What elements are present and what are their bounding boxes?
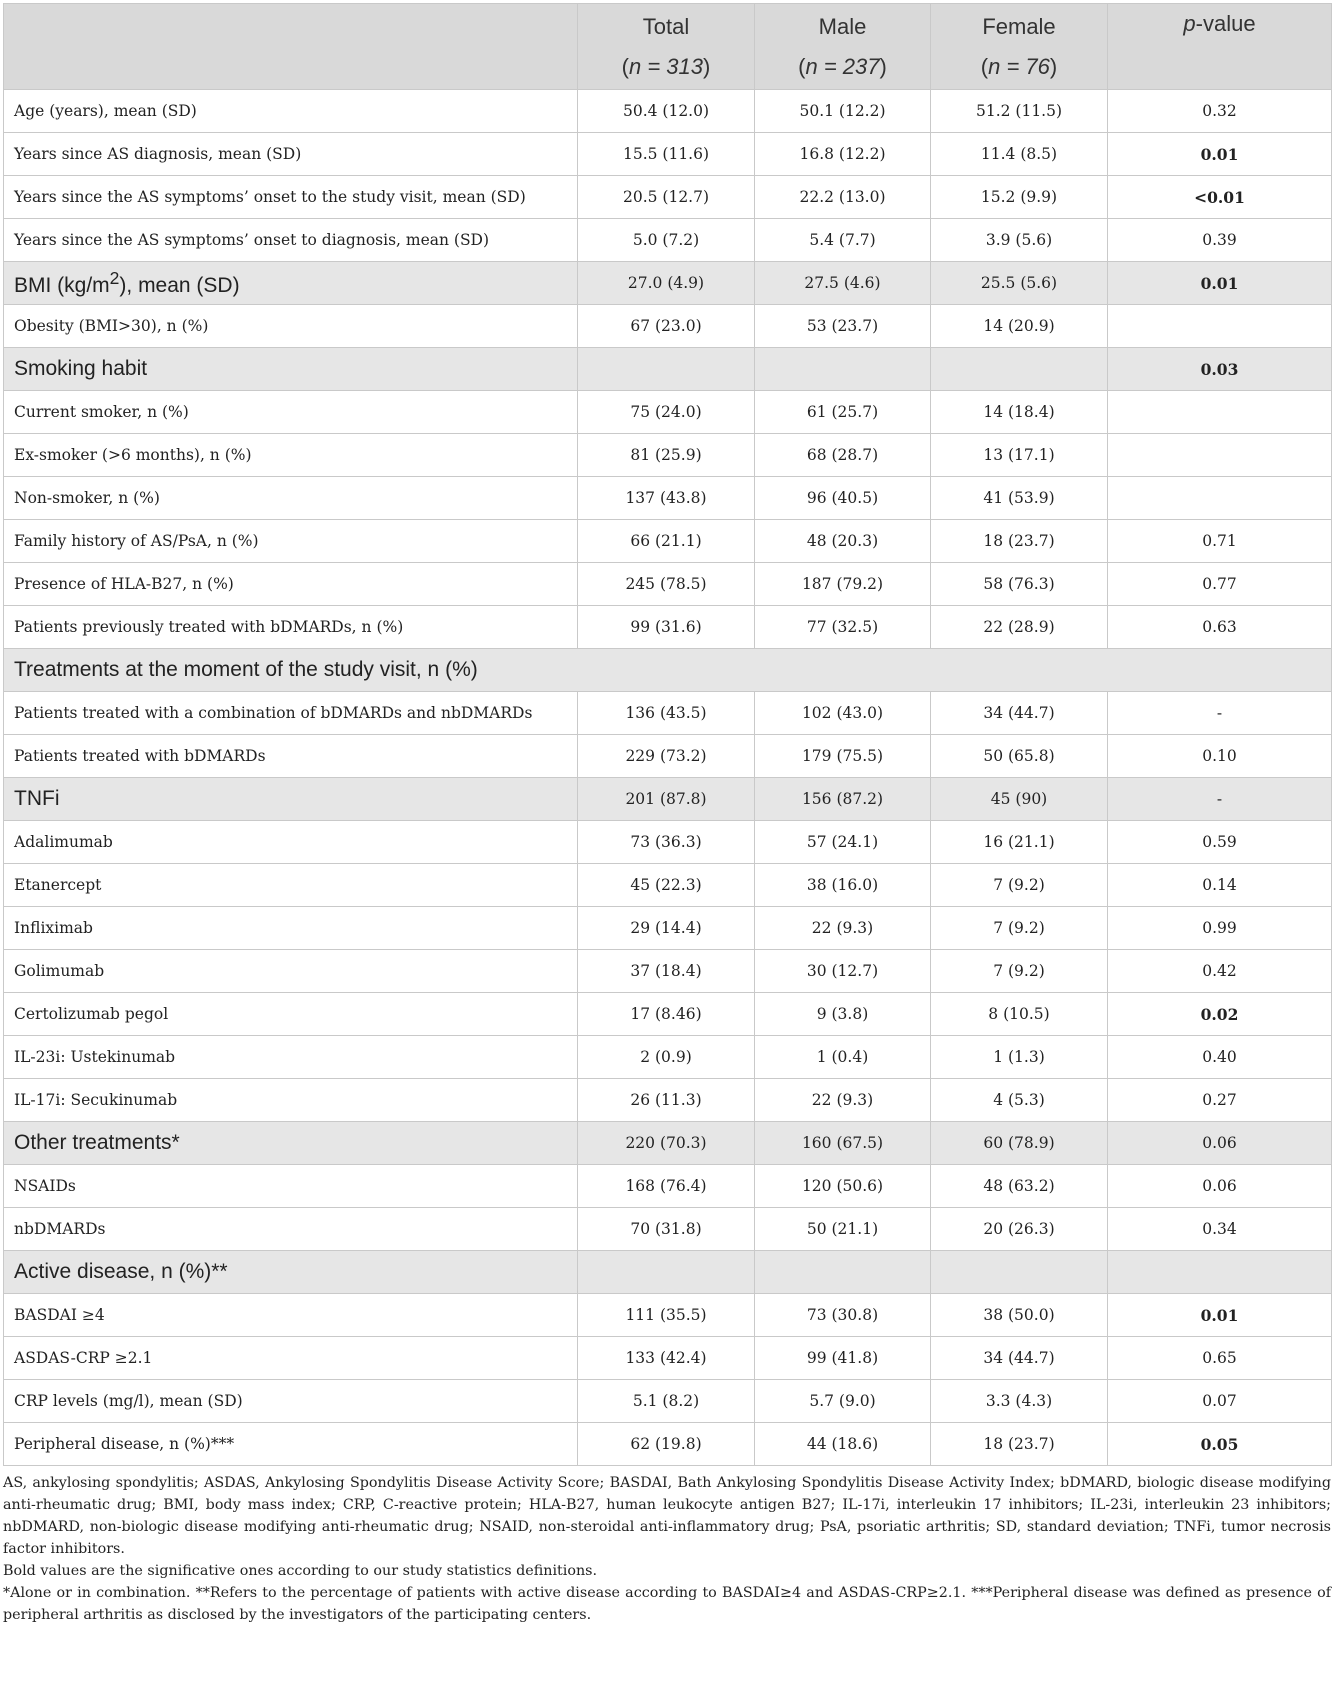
cell-p-value: 0.34	[1108, 1208, 1332, 1251]
row-label: Current smoker, n (%)	[4, 391, 578, 434]
cell-male: 61 (25.7)	[755, 391, 931, 434]
table-footnotes	[3, 1472, 1331, 1626]
cell-p-value: 0.03	[1108, 348, 1332, 391]
table-row	[4, 993, 1332, 1036]
cell-female: 48 (63.2)	[931, 1165, 1108, 1208]
cell-total: 73 (36.3)	[578, 821, 755, 864]
row-label: Infliximab	[4, 907, 578, 950]
cell-male: 9 (3.8)	[755, 993, 931, 1036]
row-label: Patients treated with a combination of bDMARDs and nbDMARDs	[4, 692, 578, 735]
cell-total: 99 (31.6)	[578, 606, 755, 649]
cell-p-value: 0.01	[1108, 133, 1332, 176]
row-label: Patients previously treated with bDMARDs, n (%)	[4, 606, 578, 649]
table-row	[4, 821, 1332, 864]
cell-male: 73 (30.8)	[755, 1294, 931, 1337]
cell-total: 5.0 (7.2)	[578, 219, 755, 262]
table-row	[4, 1380, 1332, 1423]
row-label: Certolizumab pegol	[4, 993, 578, 1036]
cell-female: 51.2 (11.5)	[931, 90, 1108, 133]
cell-female: 20 (26.3)	[931, 1208, 1108, 1251]
table-row	[4, 434, 1332, 477]
cell-total: 50.4 (12.0)	[578, 90, 755, 133]
cell-total: 67 (23.0)	[578, 305, 755, 348]
cell-female: 50 (65.8)	[931, 735, 1108, 778]
cell-male: 156 (87.2)	[755, 778, 931, 821]
row-label: Ex-smoker (>6 months), n (%)	[4, 434, 578, 477]
cell-male: 38 (16.0)	[755, 864, 931, 907]
row-label: Peripheral disease, n (%)***	[4, 1423, 578, 1466]
cell-p-value: 0.06	[1108, 1165, 1332, 1208]
row-label: Age (years), mean (SD)	[4, 90, 578, 133]
cell-male: 22 (9.3)	[755, 1079, 931, 1122]
cell-p-value	[1108, 1251, 1332, 1294]
cell-male: 50.1 (12.2)	[755, 90, 931, 133]
row-label: TNFi	[4, 778, 578, 821]
cell-female: 38 (50.0)	[931, 1294, 1108, 1337]
cell-total: 27.0 (4.9)	[578, 262, 755, 305]
table-row	[4, 1208, 1332, 1251]
table-row	[4, 219, 1332, 262]
cell-total: 81 (25.9)	[578, 434, 755, 477]
cell-p-value	[1108, 477, 1332, 520]
cell-p-value: 0.05	[1108, 1423, 1332, 1466]
cell-female: 4 (5.3)	[931, 1079, 1108, 1122]
table-row	[4, 735, 1332, 778]
cell-p-value: <0.01	[1108, 176, 1332, 219]
cell-p-value: 0.02	[1108, 993, 1332, 1036]
row-label: Patients treated with bDMARDs	[4, 735, 578, 778]
cell-p-value: 0.39	[1108, 219, 1332, 262]
row-label: Active disease, n (%)**	[4, 1251, 578, 1294]
cell-male: 179 (75.5)	[755, 735, 931, 778]
section-row-smoking	[4, 348, 1332, 391]
cell-p-value	[1108, 305, 1332, 348]
cell-female: 34 (44.7)	[931, 1337, 1108, 1380]
table-row	[4, 606, 1332, 649]
table-row	[4, 692, 1332, 735]
row-label: Treatments at the moment of the study visit, n (%)	[4, 649, 1332, 692]
cell-female: 34 (44.7)	[931, 692, 1108, 735]
cell-female: 3.9 (5.6)	[931, 219, 1108, 262]
section-row-active-disease	[4, 1251, 1332, 1294]
row-label: Years since AS diagnosis, mean (SD)	[4, 133, 578, 176]
table-row	[4, 563, 1332, 606]
cell-p-value: 0.65	[1108, 1337, 1332, 1380]
table-row	[4, 907, 1332, 950]
cell-male: 5.7 (9.0)	[755, 1380, 931, 1423]
table-row	[4, 133, 1332, 176]
cell-total: 245 (78.5)	[578, 563, 755, 606]
header-female: Female (n = 76)	[931, 4, 1108, 90]
row-label: IL-23i: Ustekinumab	[4, 1036, 578, 1079]
cell-p-value: 0.63	[1108, 606, 1332, 649]
cell-p-value	[1108, 391, 1332, 434]
cell-male: 1 (0.4)	[755, 1036, 931, 1079]
row-label: ASDAS-CRP ≥2.1	[4, 1337, 578, 1380]
cell-p-value: 0.01	[1108, 1294, 1332, 1337]
asterisk-footnotes: *Alone or in combination. **Refers to the percentage of patients with active disease according to BASDAI≥4 and ASDAS-CRP≥2.1. ***Peripheral disease was defined as presence of peripheral arthritis as disclosed by the investigators of the participating centers.	[3, 1585, 1331, 1623]
cell-total: 62 (19.8)	[578, 1423, 755, 1466]
table-row	[4, 477, 1332, 520]
cell-total: 201 (87.8)	[578, 778, 755, 821]
cell-female: 14 (18.4)	[931, 391, 1108, 434]
cell-p-value: 0.27	[1108, 1079, 1332, 1122]
cell-female: 45 (90)	[931, 778, 1108, 821]
cell-total: 229 (73.2)	[578, 735, 755, 778]
cell-male: 22 (9.3)	[755, 907, 931, 950]
cell-total: 75 (24.0)	[578, 391, 755, 434]
cell-female: 58 (76.3)	[931, 563, 1108, 606]
cell-male: 53 (23.7)	[755, 305, 931, 348]
cell-female: 7 (9.2)	[931, 907, 1108, 950]
cell-female: 11.4 (8.5)	[931, 133, 1108, 176]
row-label: Years since the AS symptoms’ onset to diagnosis, mean (SD)	[4, 219, 578, 262]
cell-total: 29 (14.4)	[578, 907, 755, 950]
cell-male: 160 (67.5)	[755, 1122, 931, 1165]
cell-female: 60 (78.9)	[931, 1122, 1108, 1165]
cell-total: 66 (21.1)	[578, 520, 755, 563]
row-label: Obesity (BMI>30), n (%)	[4, 305, 578, 348]
cell-male	[755, 348, 931, 391]
cell-total	[578, 348, 755, 391]
cell-female: 8 (10.5)	[931, 993, 1108, 1036]
table-row	[4, 391, 1332, 434]
row-label: BASDAI ≥4	[4, 1294, 578, 1337]
cell-female	[931, 348, 1108, 391]
table-row	[4, 90, 1332, 133]
characteristics-table	[3, 3, 1332, 1466]
cell-p-value: 0.06	[1108, 1122, 1332, 1165]
cell-total: 37 (18.4)	[578, 950, 755, 993]
table-row	[4, 1165, 1332, 1208]
cell-total: 111 (35.5)	[578, 1294, 755, 1337]
header-row	[4, 4, 1332, 90]
cell-female: 7 (9.2)	[931, 950, 1108, 993]
cell-p-value: 0.59	[1108, 821, 1332, 864]
cell-female: 1 (1.3)	[931, 1036, 1108, 1079]
row-label: Non-smoker, n (%)	[4, 477, 578, 520]
cell-total: 137 (43.8)	[578, 477, 755, 520]
table-row	[4, 1423, 1332, 1466]
cell-male: 16.8 (12.2)	[755, 133, 931, 176]
cell-female: 3.3 (4.3)	[931, 1380, 1108, 1423]
table-row	[4, 1294, 1332, 1337]
row-label: CRP levels (mg/l), mean (SD)	[4, 1380, 578, 1423]
cell-total: 133 (42.4)	[578, 1337, 755, 1380]
cell-total: 220 (70.3)	[578, 1122, 755, 1165]
row-label: Presence of HLA-B27, n (%)	[4, 563, 578, 606]
cell-female: 25.5 (5.6)	[931, 262, 1108, 305]
cell-p-value	[1108, 434, 1332, 477]
cell-total: 45 (22.3)	[578, 864, 755, 907]
section-row-bmi	[4, 262, 1332, 305]
cell-total: 2 (0.9)	[578, 1036, 755, 1079]
header-male: Male (n = 237)	[755, 4, 931, 90]
cell-male: 50 (21.1)	[755, 1208, 931, 1251]
cell-p-value: 0.01	[1108, 262, 1332, 305]
cell-total: 26 (11.3)	[578, 1079, 755, 1122]
abbreviations-note: AS, ankylosing spondylitis; ASDAS, Ankylosing Spondylitis Disease Activity Score; BASDAI, Bath Ankylosing Spondylitis Disease Activity Index; bDMARD, biologic disease modifying anti-rheumatic drug; BMI, body mass index; CRP, C-reactive protein; HLA-B27, human leukocyte antigen B27; IL-17i, interleukin 17 inhibitors; IL-23i, interleukin 23 inhibitors; nbDMARD, non-biologic disease modifying anti-rheumatic drug; NSAID, non-steroidal anti-inflammatory drug; PsA, psoriatic arthritis; SD, standard deviation; TNFi, tumor necrosis factor inhibitors.	[3, 1475, 1331, 1557]
cell-p-value: 0.32	[1108, 90, 1332, 133]
cell-female: 16 (21.1)	[931, 821, 1108, 864]
cell-total: 20.5 (12.7)	[578, 176, 755, 219]
row-label: Other treatments*	[4, 1122, 578, 1165]
cell-male: 30 (12.7)	[755, 950, 931, 993]
cell-total	[578, 1251, 755, 1294]
cell-p-value: 0.07	[1108, 1380, 1332, 1423]
row-label: IL-17i: Secukinumab	[4, 1079, 578, 1122]
cell-p-value: 0.14	[1108, 864, 1332, 907]
cell-p-value: 0.10	[1108, 735, 1332, 778]
cell-male: 99 (41.8)	[755, 1337, 931, 1380]
cell-male: 102 (43.0)	[755, 692, 931, 735]
cell-female: 18 (23.7)	[931, 520, 1108, 563]
header-label-cell	[4, 4, 578, 90]
cell-male: 48 (20.3)	[755, 520, 931, 563]
table-row	[4, 1337, 1332, 1380]
cell-male: 57 (24.1)	[755, 821, 931, 864]
row-label: Adalimumab	[4, 821, 578, 864]
cell-female: 7 (9.2)	[931, 864, 1108, 907]
table-row	[4, 1079, 1332, 1122]
cell-p-value: 0.42	[1108, 950, 1332, 993]
cell-male: 187 (79.2)	[755, 563, 931, 606]
cell-female: 15.2 (9.9)	[931, 176, 1108, 219]
row-label: Golimumab	[4, 950, 578, 993]
cell-female: 14 (20.9)	[931, 305, 1108, 348]
cell-p-value: 0.71	[1108, 520, 1332, 563]
cell-total: 5.1 (8.2)	[578, 1380, 755, 1423]
cell-male: 68 (28.7)	[755, 434, 931, 477]
header-p-value: p-value	[1108, 4, 1332, 90]
table-row	[4, 305, 1332, 348]
table-figure	[3, 3, 1331, 1626]
cell-male: 120 (50.6)	[755, 1165, 931, 1208]
row-label: BMI $(kg/m^2)$, mean (SD)	[4, 262, 578, 305]
cell-female: 41 (53.9)	[931, 477, 1108, 520]
header-total: Total (n = 313)	[578, 4, 755, 90]
cell-p-value: 0.40	[1108, 1036, 1332, 1079]
row-label: Family history of AS/PsA, n (%)	[4, 520, 578, 563]
row-label: NSAIDs	[4, 1165, 578, 1208]
table-row	[4, 520, 1332, 563]
cell-male: 44 (18.6)	[755, 1423, 931, 1466]
row-label: Smoking habit	[4, 348, 578, 391]
table-row	[4, 176, 1332, 219]
row-label: Etanercept	[4, 864, 578, 907]
cell-male: 5.4 (7.7)	[755, 219, 931, 262]
table-row	[4, 950, 1332, 993]
cell-total: 17 (8.46)	[578, 993, 755, 1036]
cell-p-value: 0.99	[1108, 907, 1332, 950]
cell-total: 70 (31.8)	[578, 1208, 755, 1251]
section-row-other-treatments	[4, 1122, 1332, 1165]
table-row	[4, 1036, 1332, 1079]
cell-male: 22.2 (13.0)	[755, 176, 931, 219]
cell-male: 96 (40.5)	[755, 477, 931, 520]
cell-total: 136 (43.5)	[578, 692, 755, 735]
cell-female: 13 (17.1)	[931, 434, 1108, 477]
bold-values-note: Bold values are the significative ones according to our study statistics definitions.	[3, 1563, 598, 1579]
cell-female: 22 (28.9)	[931, 606, 1108, 649]
cell-male: 27.5 (4.6)	[755, 262, 931, 305]
section-row-treatments	[4, 649, 1332, 692]
cell-male	[755, 1251, 931, 1294]
table-row	[4, 864, 1332, 907]
cell-female: 18 (23.7)	[931, 1423, 1108, 1466]
row-label: Years since the AS symptoms’ onset to the study visit, mean (SD)	[4, 176, 578, 219]
cell-total: 15.5 (11.6)	[578, 133, 755, 176]
cell-p-value: 0.77	[1108, 563, 1332, 606]
cell-male: 77 (32.5)	[755, 606, 931, 649]
row-label: nbDMARDs	[4, 1208, 578, 1251]
cell-female	[931, 1251, 1108, 1294]
cell-p-value: -	[1108, 692, 1332, 735]
cell-p-value: -	[1108, 778, 1332, 821]
cell-total: 168 (76.4)	[578, 1165, 755, 1208]
section-row-tnfi	[4, 778, 1332, 821]
